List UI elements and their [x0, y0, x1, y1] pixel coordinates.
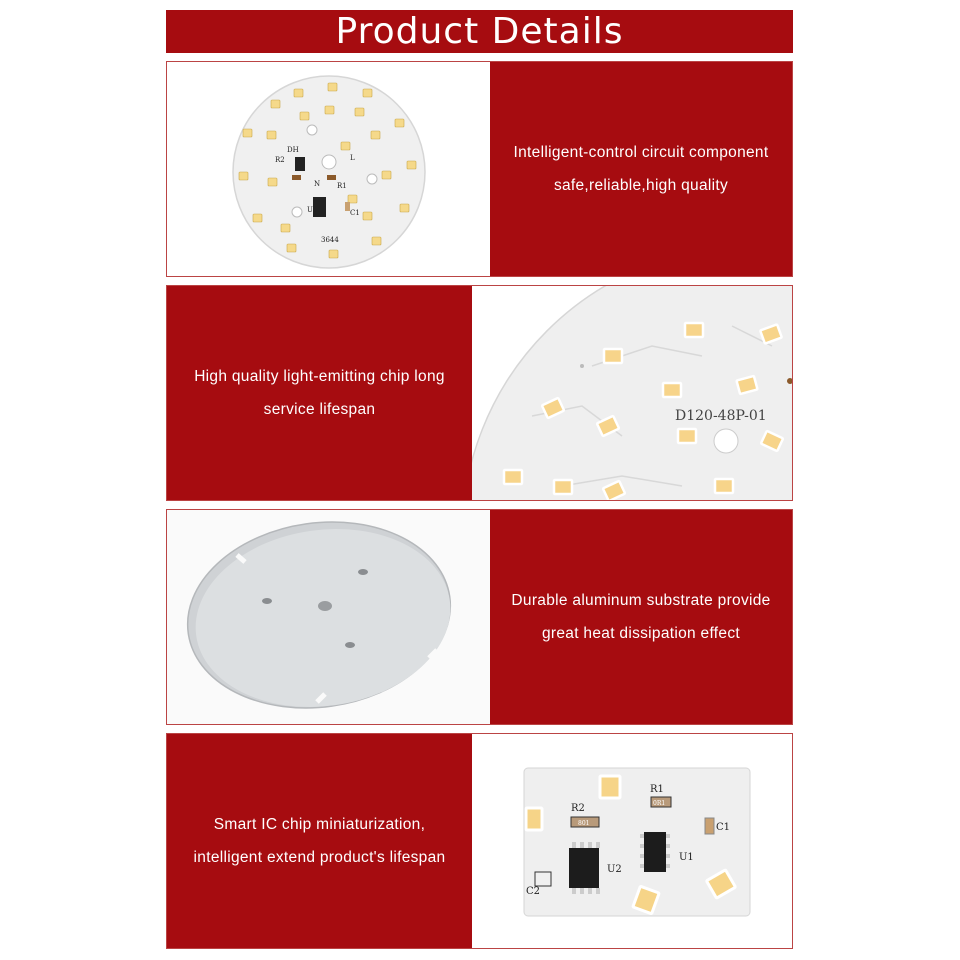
led-board-photo [167, 62, 490, 276]
feature-row-substrate [166, 509, 793, 725]
c1-label: C1 [350, 209, 360, 217]
feature-line: intelligent extend product's lifespan [193, 849, 446, 866]
feature-row-circuit [166, 61, 793, 277]
led-closeup-illustration [472, 286, 792, 500]
feature-line: High quality light-emitting chip long [194, 368, 445, 385]
l-label: L [350, 154, 355, 162]
ic-chip-closeup-photo [472, 734, 792, 948]
feature-line: Intelligent-control circuit component [513, 144, 769, 161]
page-title: Product Details [166, 10, 793, 53]
u1-label: U1 [307, 206, 318, 214]
led-closeup-photo [472, 286, 792, 500]
feature-row-led-chip [166, 285, 793, 501]
feature-line: Smart IC chip miniaturization, [213, 816, 426, 833]
n-label: N [314, 180, 321, 188]
feature-text-ic-chip [167, 734, 472, 948]
feature-line: Durable aluminum substrate provide [511, 592, 771, 609]
feature-row-ic-chip [166, 733, 793, 949]
r2-label: R2 [275, 156, 285, 164]
r1-label: R1 [337, 182, 347, 190]
board-model-label: 3644 [321, 236, 339, 244]
resistor-marking: 0R1 [653, 800, 666, 807]
dh-label: DH [287, 146, 299, 154]
aluminum-substrate-illustration [167, 510, 490, 724]
feature-line: great heat dissipation effect [542, 625, 740, 642]
r2-label: R2 [571, 803, 585, 814]
feature-text-circuit [490, 62, 792, 276]
led-board-illustration [167, 62, 490, 276]
ic-chip-illustration [472, 734, 792, 948]
feature-line: service lifespan [263, 401, 376, 418]
c2-label: C2 [526, 886, 541, 897]
aluminum-substrate-photo [167, 510, 490, 724]
r1-label: R1 [650, 784, 664, 795]
feature-text-substrate [490, 510, 792, 724]
feature-line: safe,reliable,high quality [553, 177, 729, 194]
u2-label: U2 [607, 864, 622, 875]
u1-label: U1 [679, 852, 694, 863]
feature-text-led-chip [167, 286, 472, 500]
board-model-label: D120-48P-01 [675, 408, 767, 424]
resistor-marking: 801 [578, 820, 590, 827]
c1-label: C1 [716, 822, 731, 833]
